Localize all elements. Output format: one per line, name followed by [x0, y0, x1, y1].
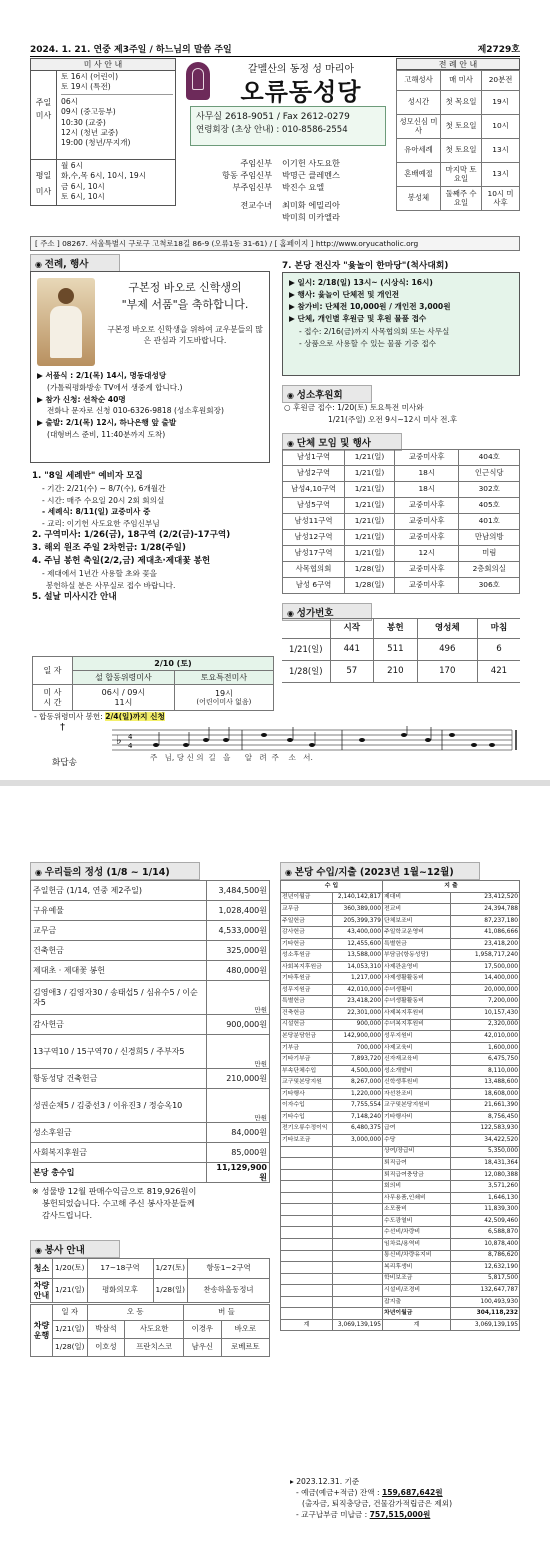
finance-row: 교무금 360,389,000 전교비 24,394,788 [281, 904, 520, 916]
ordination-details: ▶ 서품식 : 2/1(목) 14시, 명동대성당 (가톨릭평화방송 TV에서 생중계 합니다.) ▶ 참가 신청: 선착순 40명 전화나 문자로 신청 010-6326-9818 (성소후원회장) ▶ 출발: 2/1(목) 12시, 하나은행 앞 출발 (대형버스 준비, 11:40분까지 도착) [37, 371, 224, 439]
offering-title: ◉ 우리들의 정성 (1/8 ~ 1/14) [30, 862, 200, 880]
ordination-sub: 구본정 바오로 신학생을 위하여 교우분들의 많은 관심과 기도바랍니다. [107, 325, 263, 346]
finance-title: ◉ 본당 수입/지출 (2023년 1월~12월) [280, 862, 480, 880]
table-row: 제대초 · 제대꽃 봉헌 480,000원 [31, 961, 270, 981]
yut-title: 7. 본당 전신자 "윷놀이 한마당"(척사대회) [282, 261, 449, 271]
ordination-photo [37, 278, 95, 366]
table-row: 감사헌금 900,000원 [31, 1015, 270, 1035]
service-table: 청소 1/20(토) 17~18구역 1/27(토) 항동1~2구역 차량 안내 1/21(일) 평화의모후 1/28(일) 찬송하올동정녀 [30, 1258, 270, 1303]
finance-row: 차년이월금 304,118,232 [281, 1308, 520, 1320]
svg-text:♭: ♭ [116, 733, 122, 747]
lunar-newyear-table: 일 자 2/10 (토) 설 합동위령미사 토요특전미사 미 사 시 간 06시 / 09시 11시 19시 (어린이미사 없음) [32, 656, 274, 711]
groups-title: ◉ 단체 모임 및 행사 [282, 433, 402, 451]
finance-row: 성소후원금 13,588,000 부담금(항동성당) 1,958,717,240 [281, 950, 520, 962]
ordination-headline: 구본정 바오로 신학생의 "부제 서품"을 축하합니다. [121, 281, 249, 311]
table-row: 사회복지후원금 85,000원 [31, 1143, 270, 1163]
finance-row: 소모품비 11,839,300 [281, 1204, 520, 1216]
finance-row: 사회복지후원금 14,053,310 사제관운영비 17,500,000 [281, 961, 520, 973]
mass-schedule: 미 사 안 내 주일 미사 토 16시 (어린이) 토 19시 (특전) 06시 09시 (중고등부) 10:30 (교중) 12시 (청년 교중) 19:00 (청년/무지개) 평일 미사 월 6시 화,수,목 6시, 10시, 19시 금 6시, 10시 토 6시, 10시 [30, 58, 176, 206]
mass-schedule-title: 미 사 안 내 [31, 59, 175, 71]
finance-row: 퇴직급여 18,431,364 [281, 1158, 520, 1170]
finance-row: 특별헌금 23,418,200 수녀생활활동비 7,200,000 [281, 996, 520, 1008]
rites-title: 전 례 안 내 [396, 58, 520, 70]
finance-row: 부속단체수입 4,500,000 성소개발비 8,110,000 [281, 1065, 520, 1077]
page-1 [0, 0, 550, 770]
address-bar: [ 주소 ] 08267. 서울특별시 구로구 고척로18길 86-9 (오류1동 31-61) / [ 홈페이지 ] http://www.oryucatholic.org [30, 236, 520, 251]
svg-text:4: 4 [128, 733, 133, 741]
dagger-mark: † [60, 722, 65, 733]
table-row: 김영애3 / 김영자30 / 송태섭5 / 심유수5 / 이순자5 만원 [31, 981, 270, 1015]
table-row: 항동성당 건축헌금 210,000원 [31, 1069, 270, 1089]
offering-note: ※ 성물방 12월 판매수익금으로 819,926원이 봉헌되었습니다. 수고해 주신 봉사자분들께 감사드립니다. [32, 1186, 197, 1220]
rites-table: 고해성사 매 미사 20분전 성시간 첫 목요일 19시 성모신심 미사 첫 토요일 10시 유아세례 첫 토요일 13시 혼배예절 마지막 토요일 13시 봉성체 둘째주 수요일 10시 미사후 [396, 70, 520, 211]
table-row: 사목협의회 1/28(일) 교중미사후 2층회의실 [283, 562, 520, 578]
finance-row: 성무지원금 42,010,000 수녀생활비 20,000,000 [281, 984, 520, 996]
finance-row: 학비보조금 5,817,500 [281, 1273, 520, 1285]
finance-header-row: 수 입 지 출 [281, 881, 520, 893]
table-row: 남성1구역 1/21(일) 교중미사후 404호 [283, 450, 520, 466]
table-row: 남성12구역 1/21(일) 교중미사후 만남의방 [283, 530, 520, 546]
hymns-table: 시작 봉헌 영성체 마침 1/21(일) 441 511 496 6 1/28(일) 57 210 170 421 [282, 618, 520, 683]
finance-row: 교구및본당지원 8,267,000 신학생후원비 13,488,600 [281, 1077, 520, 1089]
table-row: 13구역10 / 15구역70 / 신경희5 / 주부자5 만원 [31, 1035, 270, 1069]
finance-row: 수도광열비 42,509,460 [281, 1215, 520, 1227]
page-2 [0, 780, 550, 1560]
finance-row: 건축헌금 22,301,000 사제복지후원비 10,157,430 [281, 1008, 520, 1020]
contact-box [190, 106, 386, 146]
service-title: ◉ 봉사 안내 [30, 1240, 120, 1258]
table-row: 성소후원금 84,000원 [31, 1123, 270, 1143]
psalm-label: 화답송 [52, 758, 77, 768]
finance-row: 전년이월금 2,140,142,817 제대비 23,412,520 [281, 892, 520, 904]
finance-row: 전기오류수정이익 6,480,375 급여 122,583,930 [281, 1123, 520, 1135]
vocation-text: ○ 후원금 접수: 1/20(토) 토요특전 미사와 1/21(주일) 오전 9시~12시 미사 전.후 [284, 403, 458, 424]
balance-note: ▸ 2023.12.31. 기준 - 예금(예금+적금) 잔액 : 159,687,642원 (출자금, 퇴직충당금, 건물감가적립금은 제외) - 교구납부금 미납금 : 757,515,000원 [290, 1477, 453, 1519]
finance-row: 기타헌금 12,455,600 특별헌금 23,418,200 [281, 938, 520, 950]
table-row: 주일헌금 (1/14, 연중 제2주일) 3,484,500원 [31, 881, 270, 901]
weekday-masses: 월 6시 화,수,목 6시, 10시, 19시 금 6시, 10시 토 6시, 10시 [61, 161, 147, 201]
offering-table [30, 880, 270, 1183]
finance-row: 통신비/차량유지비 8,786,620 [281, 1250, 520, 1262]
bulletin-header [30, 42, 520, 57]
finance-row: 본당분담헌금 142,900,000 성무지원비 42,010,000 [281, 1031, 520, 1043]
psalm-lyrics: 주 님, 당 신 의 길 을 알 려 주 소 서. [150, 753, 313, 762]
table-row: 남성17구역 1/21(일) 12시 미림 [283, 546, 520, 562]
finance-row: 회의비 3,571,260 [281, 1181, 520, 1193]
finance-table [280, 880, 520, 1331]
finance-row: 잡지출 100,493,930 [281, 1296, 520, 1308]
finance-row: 상여/장급비 5,350,000 [281, 1146, 520, 1158]
finance-row: 이자수입 7,755,554 교구및본당지원비 21,661,390 [281, 1100, 520, 1112]
table-row: 남성11구역 1/21(일) 교중미사후 401호 [283, 514, 520, 530]
table-row: 남성4,10구역 1/21(일) 18시 302호 [283, 482, 520, 498]
ordination-box [30, 271, 270, 463]
saturday-masses: 토 16시 (어린이) 토 19시 (특전) [61, 72, 173, 95]
finance-row: 기부금 700,000 사제교육비 1,600,000 [281, 1042, 520, 1054]
finance-row: 퇴직급여충당금 12,080,388 [281, 1169, 520, 1181]
finance-row: 임차료/용역비 10,878,400 [281, 1238, 520, 1250]
finance-row: 주일헌금 205,399,379 단체보조비 87,237,180 [281, 915, 520, 927]
notices: 1. "8일 세례반" 예비자 모집 - 기간: 2/21(수) ~ 8/7(수), 6개월간 - 시간: 매주 수요일 20시 2회 회의실 - 세례식: 8/11(일) 교중미사 중 - 교리: 이기헌 사도요한 주임신부님 2. 구역미사: 1/26(금), 18구역 (2/2(금)-17구역) 3. 해외 원조 주일 2차헌금: 1/28(주일) 4. 주님 봉헌 축일(2/2,금) 제대초·제대꽃 봉헌 - 제대에서 1년간 사용할 초와 꽃을 봉헌하실 분은 사무실로 접수 바랍니다. 5. 설날 미사시간 안내 [32, 471, 231, 603]
groups-table [282, 449, 520, 594]
church-motto: 갈멜산의 동정 성 마리아 [247, 64, 355, 75]
driver-table: 차량 운행 일 자 오 동 버 들 1/21(일) 박삼석 사도요한 이경우 바오로 1/28(일) 이호성 프란치스코 남우신 로베르토 [30, 1304, 270, 1357]
finance-row: 시설헌금 900,000 수녀복지후원비 2,320,000 [281, 1019, 520, 1031]
finance-row: 사무용품,인쇄비 1,646,130 [281, 1192, 520, 1204]
mass-label: 미사 [35, 110, 52, 120]
finance-total-row: 계 3,069,139,195 계 3,069,139,195 [281, 1319, 520, 1331]
table-row: 남성5구역 1/21(일) 교중미사후 405호 [283, 498, 520, 514]
hymns-title: ◉ 성가번호 [282, 603, 372, 621]
finance-row: 기타후원금 1,217,000 사제생활활동비 14,400,000 [281, 973, 520, 985]
finance-row: 수선비/차량비 6,588,870 [281, 1227, 520, 1239]
finance-row: 기타기부금 7,893,720 신자재교육비 6,475,750 [281, 1054, 520, 1066]
weekday-label: 평일 [35, 171, 52, 180]
issue-number: 제2729호 [477, 45, 520, 55]
yut-box: ▶ 일시: 2/18(일) 13시~ (시상식: 16시) ▶ 행사: 윷놀이 단체전 및 개인전 ▶ 참가비: 단체전 10,000원 / 개인전 3,000원 ▶ 단체, 개인별 후원금 및 후원 물품 접수 - 접수: 2/16(금)까지 사목협의회 또는 사무실 - 상품으로 사용할 수 있는 물품 기증 접수 [282, 272, 520, 376]
church-logo [186, 62, 210, 100]
finance-row: 기타수입 7,148,240 기타행사비 8,756,450 [281, 1111, 520, 1123]
liturgy-title: ◉ 전례, 행사 [30, 254, 120, 272]
vocation-title: ◉ 성소후원회 [282, 385, 372, 403]
sunday-label: 주일 [35, 98, 52, 107]
header-date: 2024. 1. 21. 연중 제3주일 / 하느님의 말씀 주일 [30, 45, 232, 55]
finance-row: 감사헌금 43,400,000 주일학교운영비 41,086,666 [281, 927, 520, 939]
table-row: 건축헌금 325,000원 [31, 941, 270, 961]
table-row: 본당 총수입 11,129,900원 [31, 1163, 270, 1183]
table-row: 남성2구역 1/21(일) 18시 인근식당 [283, 466, 520, 482]
sunday-masses: 06시 09시 (중고등부) 10:30 (교중) 12시 (청년 교중) 19:00 (청년/무지개) [61, 97, 131, 147]
funeral-contact: 연령회장 (초상 안내) : 010-8586-2554 [196, 125, 348, 136]
office-phone: 사무실 2618-9051 / Fax 2612-0279 [196, 112, 350, 122]
table-row: 구유예물 1,028,400원 [31, 901, 270, 921]
table-row: 남성 6구역 1/28(일) 교중미사후 306호 [283, 578, 520, 594]
memorial-mass-note: - 합동위령미사 봉헌: 2/4(일)까지 신청 [34, 712, 165, 721]
svg-text:4: 4 [128, 742, 133, 750]
finance-row: 복리후생비 12,632,190 [281, 1262, 520, 1274]
finance-row: 시설비/조경비 132,647,787 [281, 1285, 520, 1297]
table-row: 성권순채5 / 김중선3 / 이유진3 / 정승옥10 만원 [31, 1089, 270, 1123]
table-row: 교무금 4,533,000원 [31, 921, 270, 941]
church-name: 오류동성당 [240, 78, 362, 106]
staff-list: 주임신부 이기헌 사도요한 항동 주임신부 박명근 클레멘스 부주임신부 박진수 요엘 전교수녀 최미화 에밀리아 박미희 미카엘라 [221, 158, 340, 222]
finance-row: 기타행사 1,220,000 자선찬조비 18,608,000 [281, 1088, 520, 1100]
finance-row: 기타보조금 3,000,000 수당 34,422,520 [281, 1135, 520, 1147]
